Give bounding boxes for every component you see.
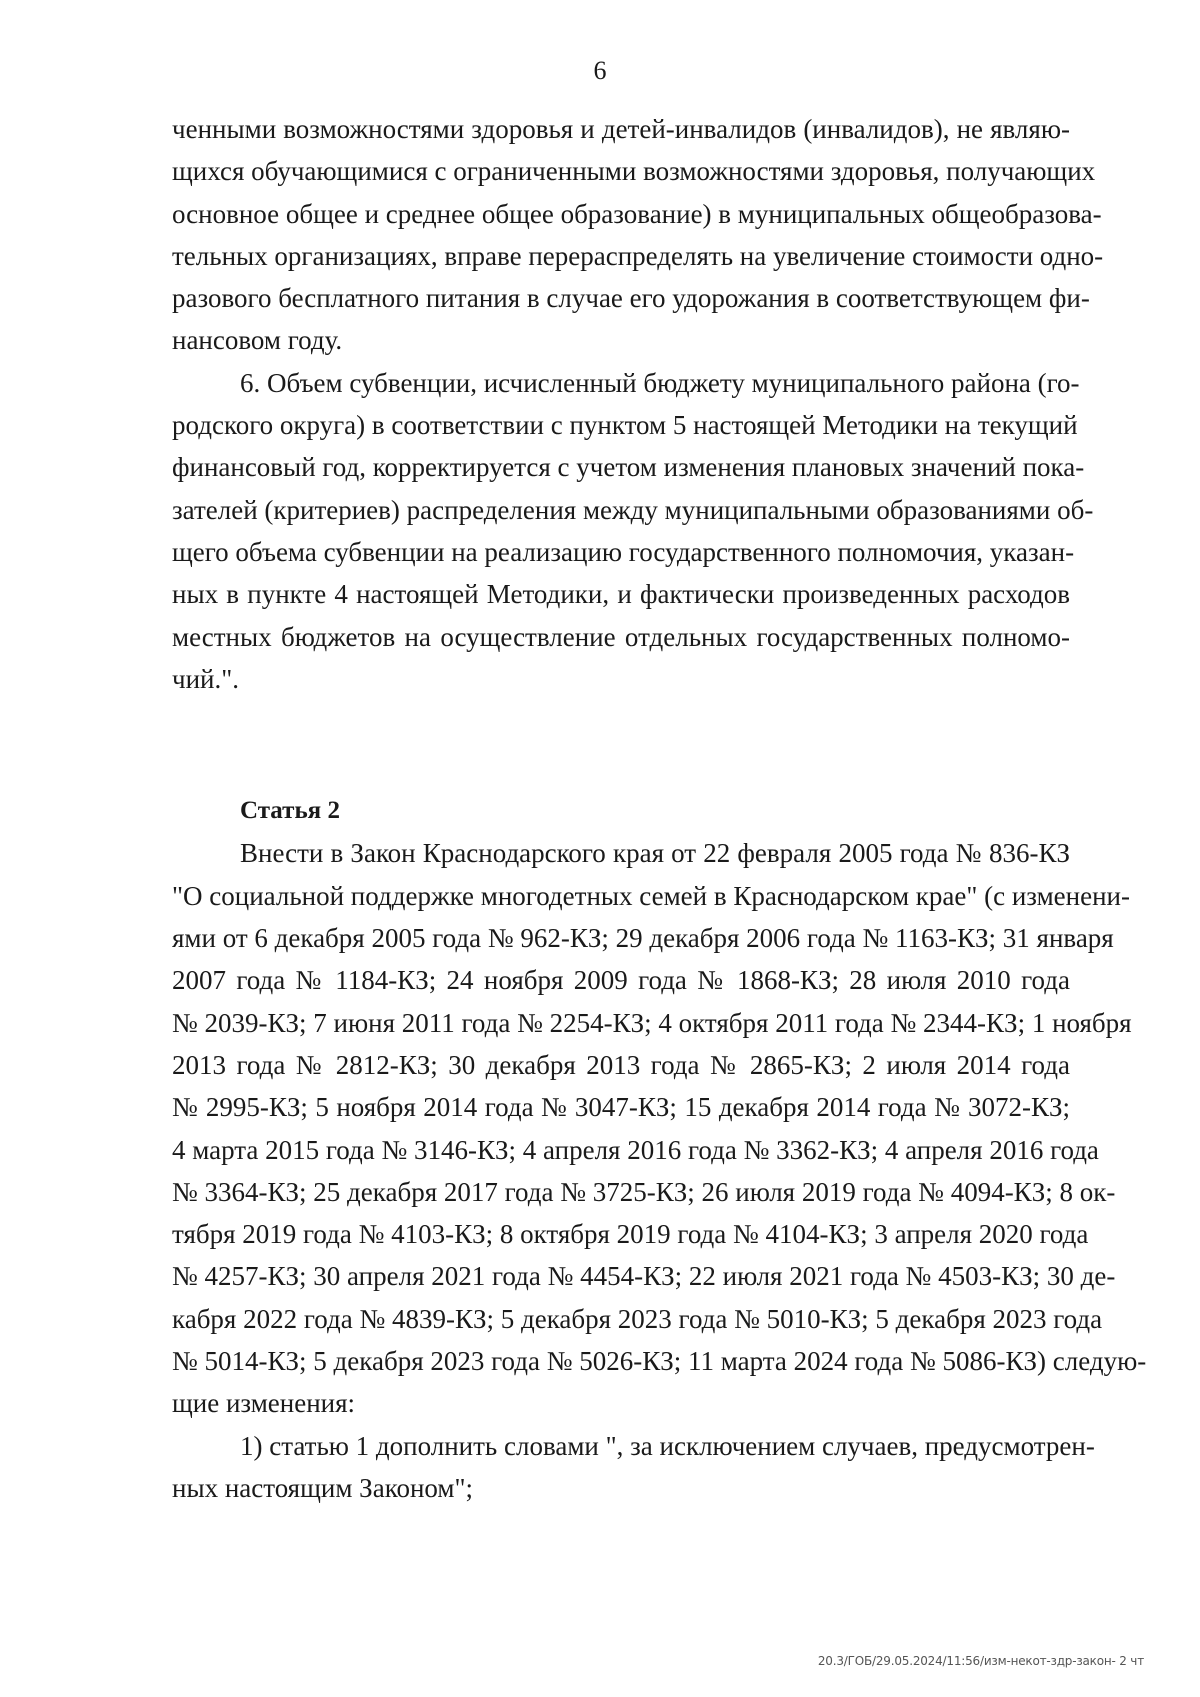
text-line: зателей (критериев) распределения между муниципальными образованиями об- [172,494,1094,525]
text-line: 6. Объем субвенции, исчисленный бюджету муниципального района (го- [240,367,1080,398]
text-line: ями от 6 декабря 2005 года № 962-КЗ; 29 декабря 2006 года № 1163-КЗ; 31 января [172,923,1114,954]
text-line: "О социальной поддержке многодетных семей в Краснодарском крае" (с изменени- [172,880,1130,911]
document-body [172,108,1147,1509]
text-line: ных в пункте 4 настоящей Методики, и фактически произведенных расходов [172,579,1070,610]
paragraphs-section-2 [172,832,1147,1509]
article-gap [172,700,1070,790]
text-line: местных бюджетов на осуществление отдельных государственных полномо- [172,621,1070,652]
text-line: разового бесплатного питания в случае его удорожания в соответствующем фи- [172,283,1090,314]
page-number: 6 [593,56,607,85]
footer-doc-id: 20.3/ГОБ/29.05.2024/11:56/изм-некот-здр-закон- 2 чт [817,1654,1144,1668]
text-line: кабря 2022 года № 4839-КЗ; 5 декабря 2023 года № 5010-КЗ; 5 декабря 2023 года [172,1303,1103,1334]
text-line: родского округа) в соответствии с пунктом 5 настоящей Методики на текущий [172,410,1078,441]
article-heading: Статья 2 [240,797,340,825]
text-line: щие изменения: [172,1388,356,1419]
text-line: ченными возможностями здоровья и детей-инвалидов (инвалидов), не являю- [172,114,1070,144]
text-line: 1) статью 1 дополнить словами ", за исключением случаев, предусмотрен- [240,1430,1095,1461]
text-line: 4 марта 2015 года № 3146-КЗ; 4 апреля 2016 года № 3362-КЗ; 4 апреля 2016 года [172,1134,1099,1165]
text-line: № 2995-КЗ; 5 ноября 2014 года № 3047-КЗ; 15 декабря 2014 года № 3072-КЗ; [172,1092,1070,1123]
text-line: чий.". [172,663,239,694]
text-line: № 3364-КЗ; 25 декабря 2017 года № 3725-КЗ; 26 июля 2019 года № 4094-КЗ; 8 ок- [172,1176,1116,1207]
text-line: Внести в Закон Краснодарского края от 22 февраля 2005 года № 836-КЗ [240,838,1070,869]
paragraphs-section-1 [172,108,1104,700]
text-line: основное общее и среднее общее образование) в муниципальных общеобразова- [172,198,1102,229]
text-line: тября 2019 года № 4103-КЗ; 8 октября 2019 года № 4104-КЗ; 3 апреля 2020 года [172,1219,1089,1250]
text-line: финансовый год, корректируется с учетом изменения плановых значений пока- [172,452,1085,483]
text-line: 2007 года № 1184-КЗ; 24 ноября 2009 года № 1868-КЗ; 28 июля 2010 года [172,965,1070,996]
text-line: щихся обучающимися с ограниченными возможностями здоровья, получающих [172,156,1096,187]
text-line: тельных организациях, вправе перераспределять на увеличение стоимости одно- [172,240,1104,271]
text-line: ных настоящим Законом"; [172,1472,473,1503]
text-line: нансовом году. [172,325,343,356]
text-line: 2013 года № 2812-КЗ; 30 декабря 2013 года № 2865-КЗ; 2 июля 2014 года [172,1049,1070,1080]
text-line: № 5014-КЗ; 5 декабря 2023 года № 5026-КЗ; 11 марта 2024 года № 5086-КЗ) следую- [172,1346,1147,1377]
text-line: щего объема субвенции на реализацию государственного полномочия, указан- [172,536,1075,567]
text-line: № 2039-КЗ; 7 июня 2011 года № 2254-КЗ; 4 октября 2011 года № 2344-КЗ; 1 ноября [172,1007,1132,1038]
text-line: № 4257-КЗ; 30 апреля 2021 года № 4454-КЗ; 22 июля 2021 года № 4503-КЗ; 30 де- [172,1261,1116,1292]
